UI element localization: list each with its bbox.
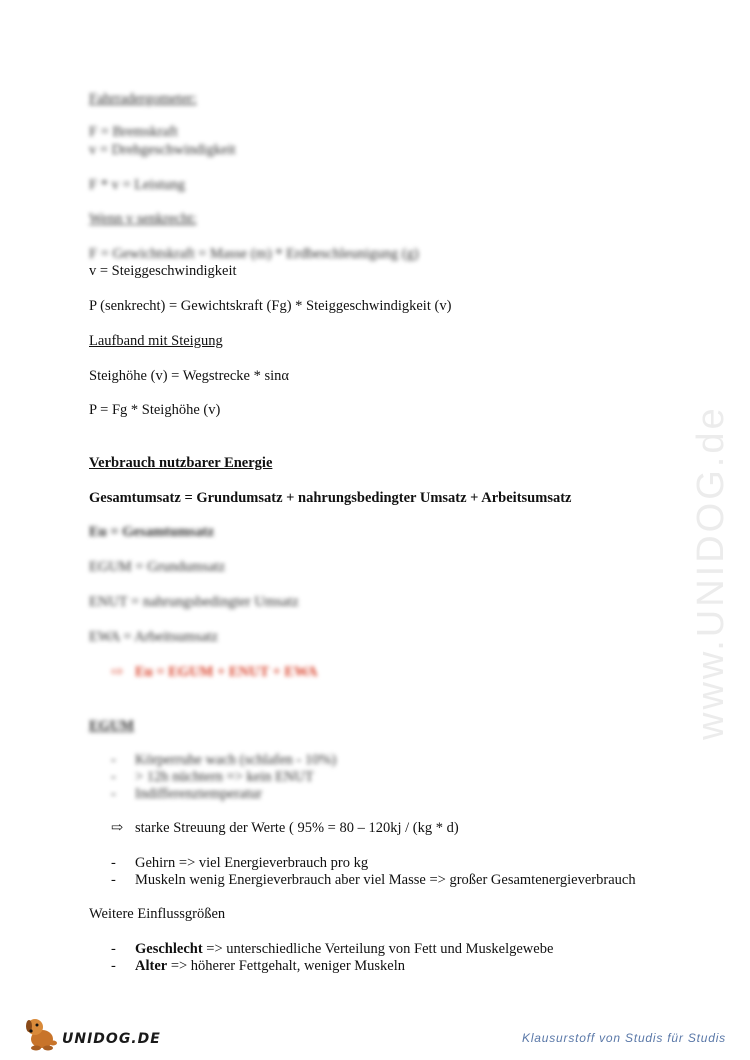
list-item: > 12h nüchtern => kein ENUT (135, 769, 314, 785)
text-line: P = Fg * Steighöhe (v) (89, 402, 221, 418)
text-line: EWA = Arbeitsumsatz (89, 629, 218, 645)
unidog-logo (22, 1013, 161, 1053)
text-geschlecht: => unterschiedliche Verteilung von Fett und Muskelgewebe (202, 941, 554, 957)
text-line: F = Gewichtskraft = Masse (m) * Erdbeschleunigung (g) (89, 246, 419, 262)
heading-wenn-senkrecht: Wenn v senkrecht: (89, 211, 197, 227)
list-item: Körperruhe wach (schlafen - 10%) (135, 752, 337, 768)
text-line: v = Drehgeschwindigkeit (89, 142, 236, 158)
list-item: Gehirn => viel Energieverbrauch pro kg (135, 855, 369, 871)
bullet-dash: - (111, 752, 116, 768)
text-line: v = Steiggeschwindigkeit (89, 263, 237, 279)
bullet-dash: - (111, 769, 116, 785)
text-line: P (senkrecht) = Gewichtskraft (Fg) * Steiggeschwindigkeit (v) (89, 298, 452, 314)
bullet-dash: - (111, 941, 116, 957)
text-line: F = Bremskraft (89, 124, 178, 140)
text-alter: => höherer Fettgehalt, weniger Muskeln (167, 958, 406, 974)
text-line: Eu = Gesamtumsatz (89, 524, 215, 540)
list-item (135, 958, 405, 975)
arrow-icon: ⇨ (111, 664, 124, 680)
list-item: Muskeln wenig Energieverbrauch aber viel Masse => großer Gesamtenergieverbrauch (135, 872, 636, 888)
heading-verbrauch-energie: Verbrauch nutzbarer Energie (89, 455, 273, 471)
arrow-icon: ⇨ (111, 820, 124, 836)
dog-icon (22, 1013, 67, 1053)
label-geschlecht: Geschlecht (135, 941, 203, 957)
heading-egum: EGUM (89, 718, 135, 734)
text-line: F * v = Leistung (89, 177, 185, 193)
watermark: www.UNIDOG.de (690, 405, 732, 740)
footer-tagline: Klausurstoff von Studis für Studis (522, 1031, 726, 1045)
text-line: starke Streuung der Werte ( 95% = 80 – 120kj / (kg * d) (135, 820, 459, 836)
bullet-dash: - (111, 855, 116, 871)
bullet-dash: - (111, 872, 116, 888)
list-item (135, 941, 553, 958)
heading-fahrradergometer: Fahrradergometer: (89, 91, 197, 107)
list-item: Indifferenztemperatur (135, 786, 262, 802)
text-line: ENUT = nahrungsbedingter Umsatz (89, 594, 299, 610)
heading-einflussgroessen: Weitere Einflussgrößen (89, 906, 226, 922)
formula-eu: Eu = EGUM + ENUT + EWA (135, 664, 318, 680)
heading-laufband: Laufband mit Steigung (89, 333, 223, 349)
text-line: EGUM = Grundumsatz (89, 559, 226, 575)
label-alter: Alter (135, 958, 168, 974)
bullet-dash: - (111, 786, 116, 802)
text-line: Steighöhe (v) = Wegstrecke * sinα (89, 368, 289, 384)
bullet-dash: - (111, 958, 116, 974)
logo-text: UNIDOG.DE (62, 1031, 161, 1047)
formula-gesamtumsatz: Gesamtumsatz = Grundumsatz + nahrungsbedingter Umsatz + Arbeitsumsatz (89, 490, 572, 506)
